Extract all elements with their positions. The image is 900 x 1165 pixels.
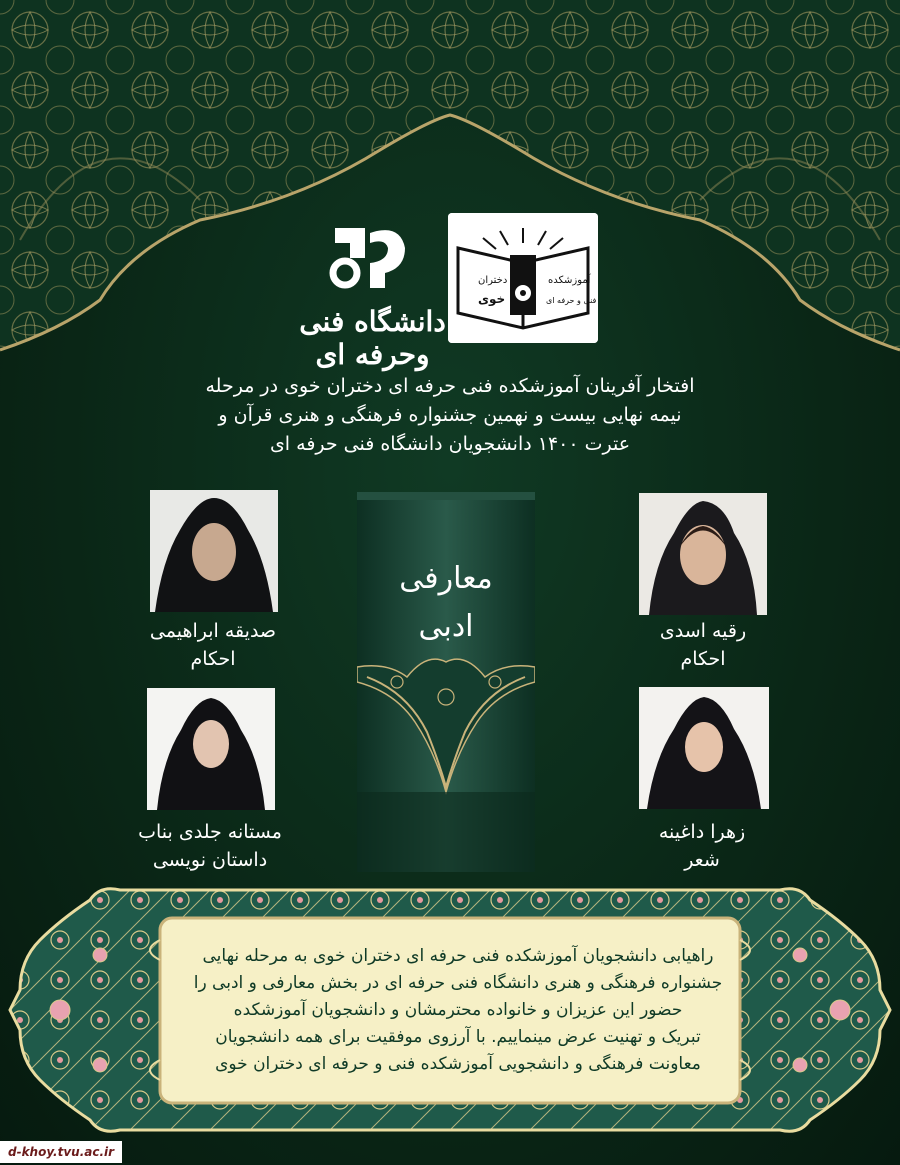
portrait-silhouette-icon: [147, 688, 275, 810]
center-title-line: ادبی: [418, 609, 474, 644]
headline-line: عترت ۱۴۰۰ دانشجویان دانشگاه فنی حرفه ای: [269, 433, 631, 455]
person-label: [100, 818, 320, 874]
person-name: رقیه اسدی: [659, 620, 747, 642]
portrait-silhouette-icon: [150, 490, 278, 612]
person-label: [593, 617, 813, 673]
svg-text:آموزشکده: آموزشکده: [548, 275, 591, 286]
headline: [100, 372, 800, 459]
svg-text:خوی: خوی: [478, 292, 506, 306]
svg-text:فنی و حرفه ای: فنی و حرفه ای: [546, 296, 597, 305]
university-name: دانشگاه فنی وحرفه ای: [299, 305, 446, 371]
message-line: معاونت فرهنگی و دانشجویی آموزشکده فنی و حرفه ای دختران خوی: [215, 1054, 701, 1074]
watermark: d-khoy.tvu.ac.ir: [0, 1141, 122, 1163]
congratulation-message: [178, 943, 738, 1078]
center-title: [357, 555, 535, 651]
person-name: زهرا داغینه: [658, 821, 746, 843]
portrait-silhouette-icon: [639, 493, 767, 615]
logos-area: [0, 205, 900, 371]
person-category: احکام: [190, 648, 236, 670]
person-category: داستان نویسی: [152, 849, 268, 871]
person-label: [103, 617, 323, 673]
person-name: صدیقه ابراهیمی: [149, 620, 277, 642]
person-category: احکام: [680, 648, 726, 670]
message-line: راهیابی دانشجویان آموزشکده فنی حرفه ای دختران خوی به مرحله نهایی: [202, 946, 714, 966]
headline-line: افتخار آفرینان آموزشکده فنی حرفه ای دختران خوی در مرحله: [205, 375, 695, 397]
svg-text:دختران: دختران: [478, 275, 508, 286]
person-photo: [639, 687, 769, 809]
headline-line: نیمه نهایی بیست و نهمین جشنواره فرهنگی و هنری قرآن و: [218, 404, 682, 426]
center-ornament-panel: [357, 492, 535, 872]
message-line: جشنواره فرهنگی و هنری دانشگاه فنی حرفه ای در بخش معارفی و ادبی را: [193, 973, 723, 993]
portrait-silhouette-icon: [639, 687, 769, 809]
person-photo: [150, 490, 278, 612]
message-line: حضور این عزیزان و خانواده محترمشان و دانشجویان آموزشکده: [233, 1000, 683, 1020]
message-line: تبریک و تهنیت عرض مینماییم. با آرزوی موفقیت برای همه دانشجویان: [215, 1027, 701, 1047]
person-label: [592, 818, 812, 874]
person-photo: [639, 493, 767, 615]
person-name: مستانه جلدی بناب: [138, 821, 282, 843]
center-title-line: معارفی: [399, 561, 493, 596]
person-category: شعر: [684, 849, 720, 871]
person-photo: [147, 688, 275, 810]
school-logo-icon: [448, 213, 598, 343]
